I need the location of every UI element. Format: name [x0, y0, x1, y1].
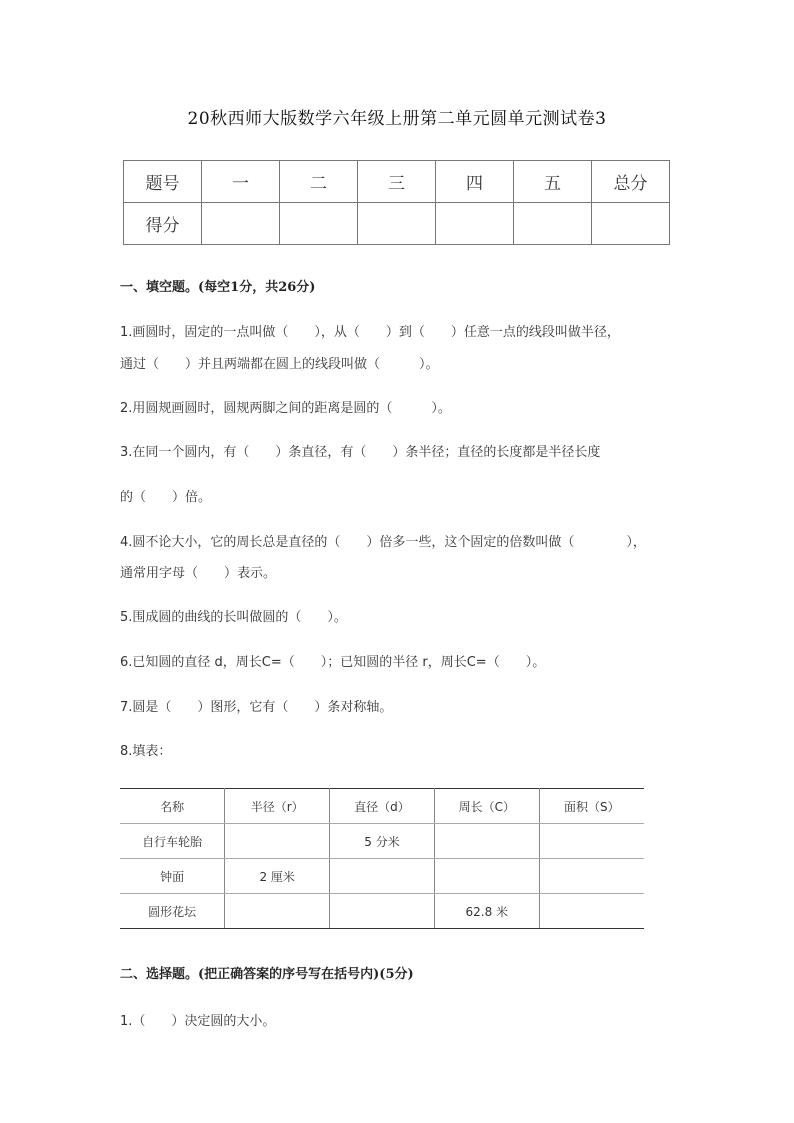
question-line: 1.（ ）决定圆的大小。	[120, 1014, 276, 1029]
fill-table-cell	[225, 894, 330, 929]
score-header-cell: 一	[202, 161, 280, 203]
question-line: 3.在同一个圆内，有（ ）条直径，有（ ）条半径；直径的长度都是半径长度	[120, 445, 601, 460]
score-header-cell: 题号	[124, 161, 202, 203]
fill-table-cell: 2 厘米	[225, 859, 330, 894]
question-line: 通过（ ）并且两端都在圆上的线段叫做（ ）。	[120, 357, 439, 372]
fill-table-header-cell: 面积（S）	[539, 789, 644, 824]
question-line: 1.画圆时，固定的一点叫做（ ），从（ ）到（ ）任意一点的线段叫做半径，	[120, 325, 620, 340]
score-row	[124, 203, 670, 245]
fill-table-row	[120, 824, 644, 859]
fill-table-cell: 圆形花坛	[120, 894, 225, 929]
score-header-cell: 总分	[592, 161, 670, 203]
section-heading: 一、填空题。(每空1分，共26分)	[120, 280, 316, 295]
score-cell	[592, 203, 670, 245]
fill-table-cell	[330, 859, 435, 894]
score-cell	[280, 203, 358, 245]
fill-table-cell	[539, 859, 644, 894]
question-line: 8.填表：	[120, 744, 172, 759]
fill-table-cell	[434, 859, 539, 894]
score-header-cell: 二	[280, 161, 358, 203]
score-header-cell: 三	[358, 161, 436, 203]
question-line: 的（ ）倍。	[120, 490, 212, 505]
score-cell	[436, 203, 514, 245]
fill-table-cell	[539, 894, 644, 929]
fill-table-header-cell: 周长（C）	[434, 789, 539, 824]
question-line: 4.圆不论大小，它的周长总是直径的（ ）倍多一些，这个固定的倍数叫做（ ），	[120, 535, 646, 550]
fill-table-cell	[330, 894, 435, 929]
score-header-cell: 五	[514, 161, 592, 203]
fill-table-cell: 钟面	[120, 859, 225, 894]
score-row-label: 得分	[124, 203, 202, 245]
fill-table-cell: 5 分米	[330, 824, 435, 859]
question-line: 2.用圆规画圆时，圆规两脚之间的距离是圆的（ ）。	[120, 401, 451, 416]
score-cell	[358, 203, 436, 245]
fill-table-cell: 62.8 米	[434, 894, 539, 929]
section-heading: 二、选择题。(把正确答案的序号写在括号内)(5分)	[120, 967, 414, 982]
question-line: 5.围成圆的曲线的长叫做圆的（ ）。	[120, 610, 347, 625]
fill-table-cell	[225, 824, 330, 859]
circle-fill-table	[120, 788, 644, 929]
score-cell	[202, 203, 280, 245]
fill-table-row	[120, 859, 644, 894]
score-header-cell: 四	[436, 161, 514, 203]
fill-table-header-cell: 名称	[120, 789, 225, 824]
question-line: 7.圆是（ ）图形，它有（ ）条对称轴。	[120, 700, 393, 715]
fill-table-header-cell: 半径（r）	[225, 789, 330, 824]
page-title: 20秋西师大版数学六年级上册第二单元圆单元测试卷3	[187, 109, 607, 129]
fill-table-header-cell: 直径（d）	[330, 789, 435, 824]
question-line: 6.已知圆的直径 d，周长C=（ ）；已知圆的半径 r，周长C=（ ）。	[120, 655, 546, 670]
fill-table-header-row	[120, 789, 644, 824]
fill-table-cell	[434, 824, 539, 859]
score-cell	[514, 203, 592, 245]
question-line: 通常用字母（ ）表示。	[120, 566, 277, 581]
score-header-row	[124, 161, 670, 203]
fill-table-row	[120, 894, 644, 929]
score-table	[123, 160, 670, 245]
fill-table-cell: 自行车轮胎	[120, 824, 225, 859]
fill-table-cell	[539, 824, 644, 859]
